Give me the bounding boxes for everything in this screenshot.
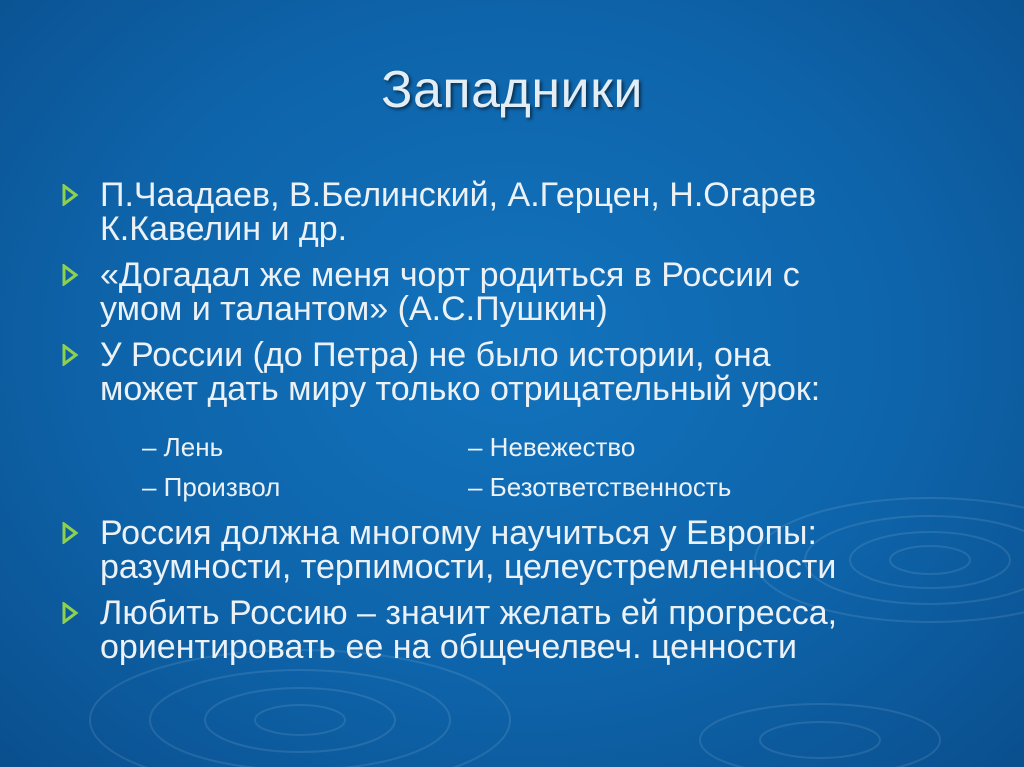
bullet-item (60, 516, 990, 584)
bullet-item (60, 596, 990, 664)
arrow-bullet-icon (62, 602, 84, 624)
arrow-bullet-icon (62, 264, 84, 286)
bullet-list (60, 178, 990, 676)
bullet-line: умом и талантом» (А.С.Пушкин) (100, 290, 608, 328)
sub-item: – Невежество (468, 432, 636, 462)
bullet-line: П.Чаадаев, В.Белинский, А.Герцен, Н.Огарев (100, 176, 817, 214)
sub-item: – Безответственность (468, 472, 732, 502)
sub-item: – Лень (142, 432, 224, 462)
bullet-line: У России (до Петра) не было истории, она (100, 336, 771, 374)
bullet-line: Россия должна многому научиться у Европы: (100, 514, 817, 552)
sub-item-grid (60, 418, 990, 508)
bullet-item (60, 338, 990, 406)
bullet-line: ориентировать ее на общечелвеч. ценности (100, 628, 798, 666)
bullet-item (60, 258, 990, 326)
arrow-bullet-icon (62, 344, 84, 366)
bullet-line: разумности, терпимости, целеустремленности (100, 548, 837, 586)
arrow-bullet-icon (62, 522, 84, 544)
sub-item: – Произвол (142, 472, 281, 502)
bullet-line: «Догадал же меня чорт родиться в России с (100, 256, 800, 294)
bullet-item (60, 178, 990, 246)
arrow-bullet-icon (62, 184, 84, 206)
slide-title: Западники (381, 61, 643, 119)
bullet-line: К.Кавелин и др. (100, 210, 348, 248)
bullet-line: может дать миру только отрицательный урок: (100, 370, 821, 408)
bullet-line: Любить Россию – значит желать ей прогресса, (100, 594, 838, 632)
